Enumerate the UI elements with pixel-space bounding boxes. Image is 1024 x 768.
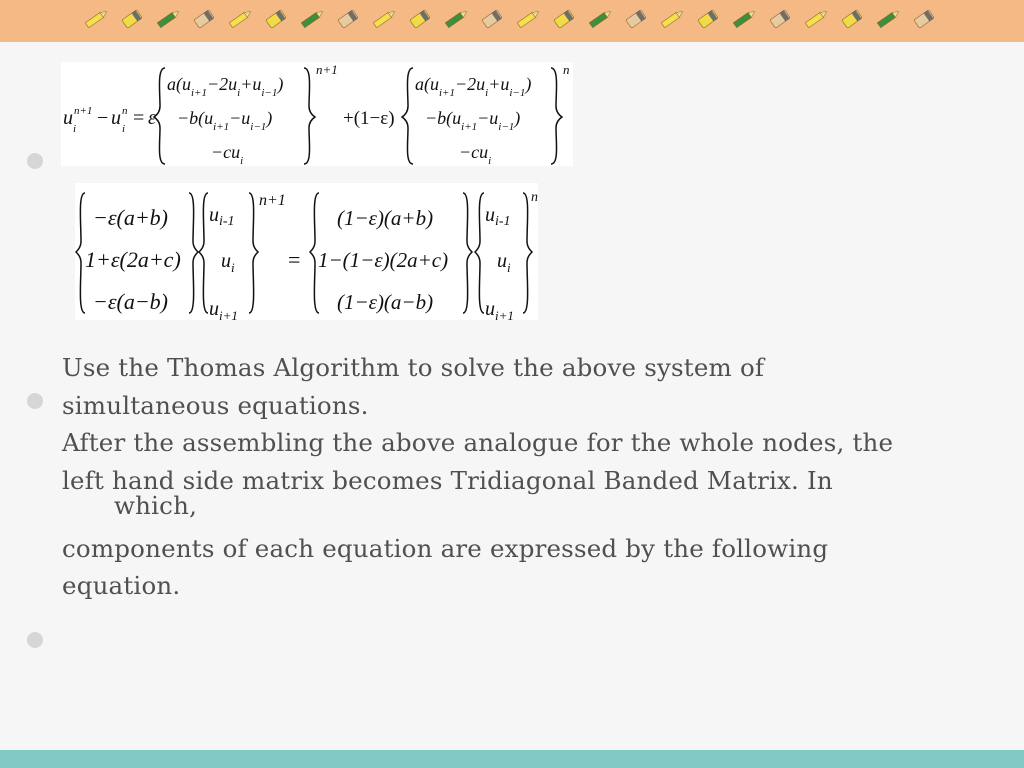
eq2-m1-r3: −ε(a−b) <box>93 289 169 314</box>
eq1-row3-b: $-cu_i$ <box>459 142 492 166</box>
pencil-yellow-icon <box>805 9 828 28</box>
eraser-yellow-icon <box>266 10 286 29</box>
eq2-v2-r2: $u_i$ <box>497 250 511 275</box>
body-line-2: simultaneous equations. <box>62 390 369 420</box>
eq1-lhs2-sub: i <box>122 123 126 135</box>
body-line-1: Use the Thomas Algorithm to solve the above system of <box>62 353 765 382</box>
eq1-right-brace <box>304 68 315 164</box>
eq1-lhs-sup: n+1 <box>74 105 93 117</box>
eq2-sup-n: n <box>531 190 538 205</box>
eq1-right-brace-2 <box>551 68 562 164</box>
pencil-yellow-icon <box>517 9 540 28</box>
bullet-1 <box>27 153 43 169</box>
body-line-5: which, <box>114 490 198 520</box>
eq1-row3: $-cu_i$ <box>211 142 244 166</box>
eq1-plus-term: +(1−ε) <box>343 108 395 129</box>
pencil-yellow-icon <box>85 9 108 28</box>
eq2-sup-n1: n+1 <box>259 192 286 209</box>
eq1-row2-b: $-b(u_{i+1}-u_{i-1})$ <box>425 108 521 133</box>
eq2-m2-right-brace <box>463 193 472 313</box>
eq1-lhs-sub: i <box>73 123 77 135</box>
bottom-bar <box>0 750 1024 768</box>
eq2-v1-r1: $u_{i-1}$ <box>209 204 235 229</box>
pencil-green-icon <box>733 9 756 28</box>
eq2-m2-r2: 1−(1−ε)(2a+c) <box>318 248 449 272</box>
eraser-tan-icon <box>338 10 358 29</box>
eq1-row2: $-b(u_{i+1}-u_{i-1})$ <box>177 108 273 133</box>
pencil-green-icon <box>589 9 612 28</box>
eq2-m1-right-brace <box>189 193 198 313</box>
eq1-lhs2-sup: n <box>122 105 128 117</box>
eq2-v1-right-brace <box>249 193 258 313</box>
eq2-v2-r3: $u_{i+1}$ <box>485 298 514 320</box>
body-line-4: left hand side matrix becomes Tridiagonal Banded Matrix. In <box>62 465 833 495</box>
body-line-6: components of each equation are expressed by the following <box>62 533 829 563</box>
equation-1 <box>61 62 573 166</box>
eq2-v2-r1: $u_{i-1}$ <box>485 204 511 229</box>
eq2-m1-r2: 1+ε(2a+c) <box>85 247 181 272</box>
pencil-yellow-icon <box>373 9 396 28</box>
body-line-3: After the assembling the above analogue for the whole nodes, the <box>62 428 894 457</box>
eq1-lhs-u: u <box>63 107 73 129</box>
pencil-green-icon <box>877 9 900 28</box>
equation-2-image <box>75 183 538 320</box>
eq2-v1-r3: $u_{i+1}$ <box>209 298 238 320</box>
eq1-epsilon: ε <box>148 107 156 129</box>
eq1-row1: $a(u_{i+1}-2u_i+u_{i-1})$ <box>167 74 284 99</box>
top-banner <box>0 0 1024 42</box>
eq1-lhs-u2: u <box>111 107 121 129</box>
equation-1-image <box>61 62 573 166</box>
pencil-green-icon <box>157 9 180 28</box>
eq1-equals: = <box>133 107 145 129</box>
eq2-v2-left-brace <box>475 193 484 313</box>
pencil-eraser-pattern <box>0 0 1024 42</box>
eraser-yellow-icon <box>698 10 718 29</box>
bullet-3 <box>27 632 43 648</box>
eraser-yellow-icon <box>554 10 574 29</box>
body-paragraph <box>62 352 1002 608</box>
equation-2 <box>75 183 538 320</box>
eq2-m1-left-brace <box>76 193 85 313</box>
eq1-row1-b: $a(u_{i+1}-2u_i+u_{i-1})$ <box>415 74 532 99</box>
eq2-v1-left-brace <box>199 193 208 313</box>
eq2-v1-r2: $u_i$ <box>221 250 235 275</box>
pencil-green-icon <box>445 9 468 28</box>
eq1-sup-n1: n+1 <box>316 62 338 77</box>
eraser-tan-icon <box>626 10 646 29</box>
body-line-7: equation. <box>62 571 181 600</box>
eq2-m2-r1: (1−ε)(a+b) <box>337 206 434 230</box>
eraser-yellow-icon <box>842 10 862 29</box>
eraser-tan-icon <box>914 10 934 29</box>
eraser-tan-icon <box>482 10 502 29</box>
pencil-green-icon <box>301 9 324 28</box>
eq1-left-brace-2 <box>402 68 413 164</box>
eq1-minus: − <box>97 107 109 129</box>
eraser-yellow-icon <box>410 10 430 29</box>
eq2-m1-r1: −ε(a+b) <box>93 205 169 230</box>
pencil-yellow-icon <box>661 9 684 28</box>
bullet-2 <box>27 393 43 409</box>
eraser-tan-icon <box>770 10 790 29</box>
eq2-m2-r3: (1−ε)(a−b) <box>337 290 434 314</box>
eq2-v2-right-brace <box>523 193 532 313</box>
eq1-sup-n: n <box>563 62 570 77</box>
pencil-yellow-icon <box>229 9 252 28</box>
eraser-yellow-icon <box>122 10 142 29</box>
eraser-tan-icon <box>194 10 214 29</box>
eq1-left-brace <box>154 68 165 164</box>
eq2-equals: = <box>288 247 301 272</box>
